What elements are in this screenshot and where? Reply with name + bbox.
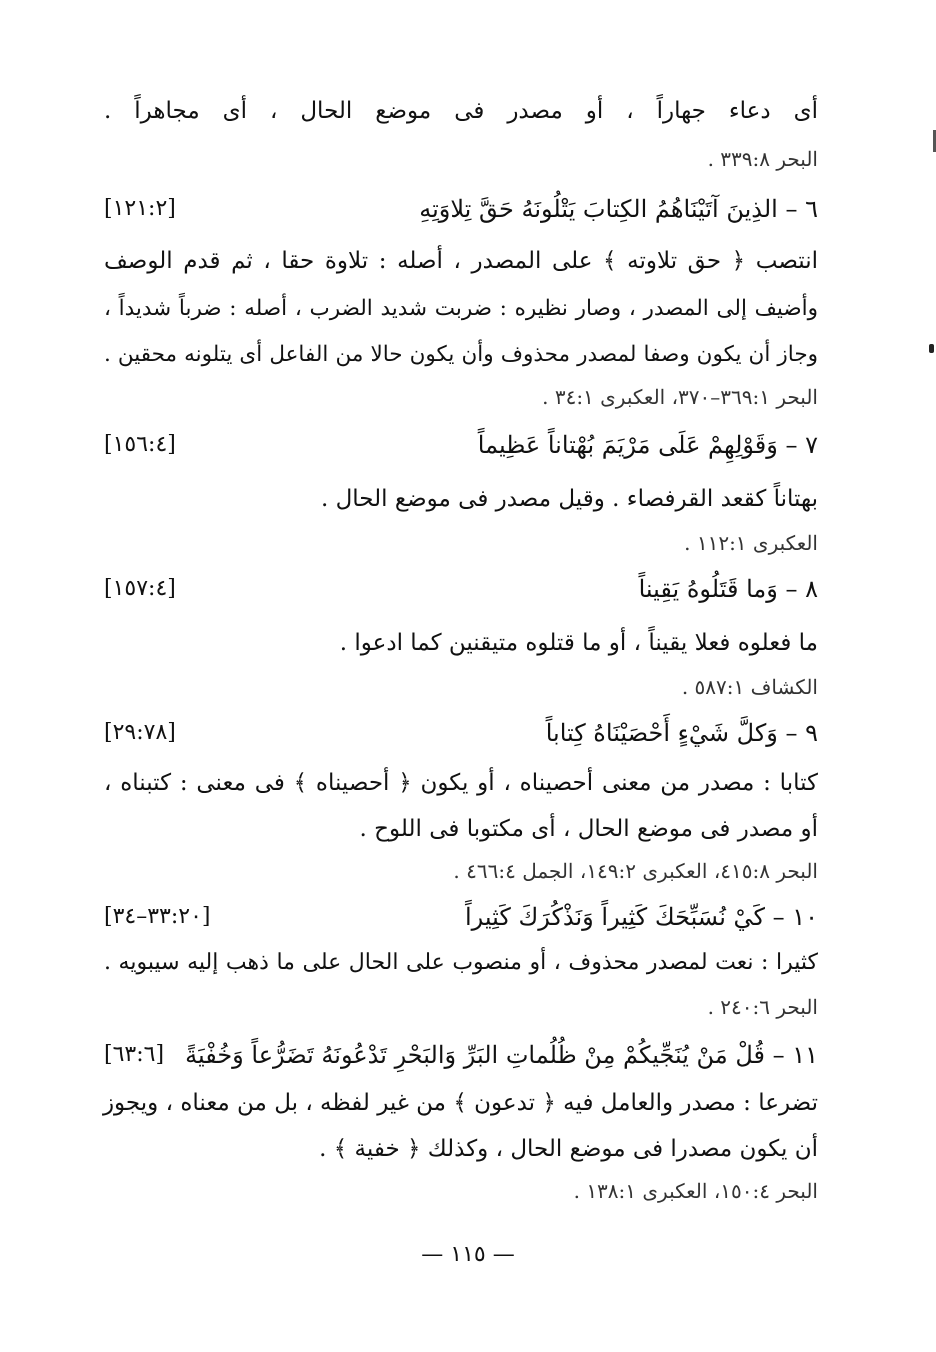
verse-6: ٦ – الذِينَ آتَيْنَاهُمُ الكِتابَ يَتْلُونَهُ حَقَّ تِلاوَتِهِ <box>419 195 818 223</box>
verse-8: ٨ – وَما قَتَلُوهُ يَقِيناً <box>638 575 818 603</box>
verse-10-reference: [٣٣:٢٠–٣٤] <box>104 904 211 929</box>
verse-7-reference: [١٥٦:٤] <box>104 432 176 457</box>
margin-mark <box>929 344 934 353</box>
text-line: وجاز أن يكون وصفا لمصدر محذوف وأن يكون حالا من الفاعل أى يتلونه محقين . <box>104 342 818 367</box>
verse-9-reference: [٢٩:٧٨] <box>104 720 176 745</box>
verse-7: ٧ – وَقَوْلِهِمْ عَلَى مَرْيَمَ بُهْتاناً عَظِيماً <box>477 431 818 459</box>
text-line: أو مصدر فى موضع الحال ، أى مكتوبا فى اللوح . <box>359 816 818 842</box>
text-line: كثيرا : نعت لمصدر محذوف ، أو منصوب على الحال على ما ذهب إليه سيبويه . <box>104 950 818 975</box>
verse-10: ١٠ – كَيْ نُسَبِّحَكَ كَثِيراً وَنَذْكُرَكَ كَثِيراً <box>465 903 818 931</box>
verse-8-reference: [١٥٧:٤] <box>104 576 176 601</box>
reference-line: البحر ٣٦٩:١–٣٧٠، العكبرى ٣٤:١ . <box>542 385 818 409</box>
text-line: وأضيف إلى المصدر ، وصار نظيره : ضربت شديد الضرب ، أصله : ضرباً شديداً ، <box>104 296 818 321</box>
text-line: ما فعلوه فعلا يقيناً ، أو ما قتلوه متيقنين كما ادعوا . <box>339 630 818 656</box>
verse-11: ١١ – قُلْ مَنْ يُنَجِّيكُمْ مِنْ ظُلُماتِ البَرِّ وَالبَحْرِ تَدْعُونَهُ تَضَرُّعاً وَخُفْيَةً <box>185 1041 818 1069</box>
text-line: انتصب ﴿ حق تلاوته ﴾ على المصدر ، أصله : تلاوة حقا ، ثم قدم الوصف <box>104 248 818 274</box>
reference-line: العكبرى ١١٢:١ . <box>684 531 818 555</box>
reference-line: البحر ٢٤٠:٦ . <box>707 995 818 1019</box>
reference-line: الكشاف ٥٨٧:١ . <box>681 675 818 699</box>
text-line: أى دعاء جهاراً ، أو مصدر فى موضع الحال ، أى مجاهراً . <box>104 98 818 124</box>
page-number: — ١١٥ — <box>421 1242 515 1267</box>
verse-6-reference: [١٢١:٢] <box>104 196 176 221</box>
reference-line: البحر ٣٣٩:٨ . <box>707 147 818 171</box>
text-line: بهتاناً كقعد القرفصاء . وقيل مصدر فى موضع الحال . <box>320 486 818 512</box>
reference-line: البحر ٤١٥:٨، العكبرى ١٤٩:٢، الجمل ٤٦٦:٤ . <box>453 859 818 883</box>
text-line: كتابا : مصدر من معنى أحصيناه ، أو يكون ﴿ أحصيناه ﴾ فى معنى : كتبناه ، <box>104 770 818 796</box>
verse-9: ٩ – وَكلَّ شَيْءٍ أَحْصَيْنَاهُ كِتاباً <box>545 719 818 747</box>
text-line: أن يكون مصدرا فى موضع الحال ، وكذلك ﴿ خفية ﴾ . <box>319 1136 818 1162</box>
reference-line: البحر ١٥٠:٤، العكبرى ١٣٨:١ . <box>573 1179 818 1203</box>
text-line: تضرعا : مصدر والعامل فيه ﴿ تدعون ﴾ من غير لفظه ، بل من معناه ، ويجوز <box>102 1090 818 1116</box>
verse-11-reference: [٦٣:٦] <box>104 1042 165 1067</box>
